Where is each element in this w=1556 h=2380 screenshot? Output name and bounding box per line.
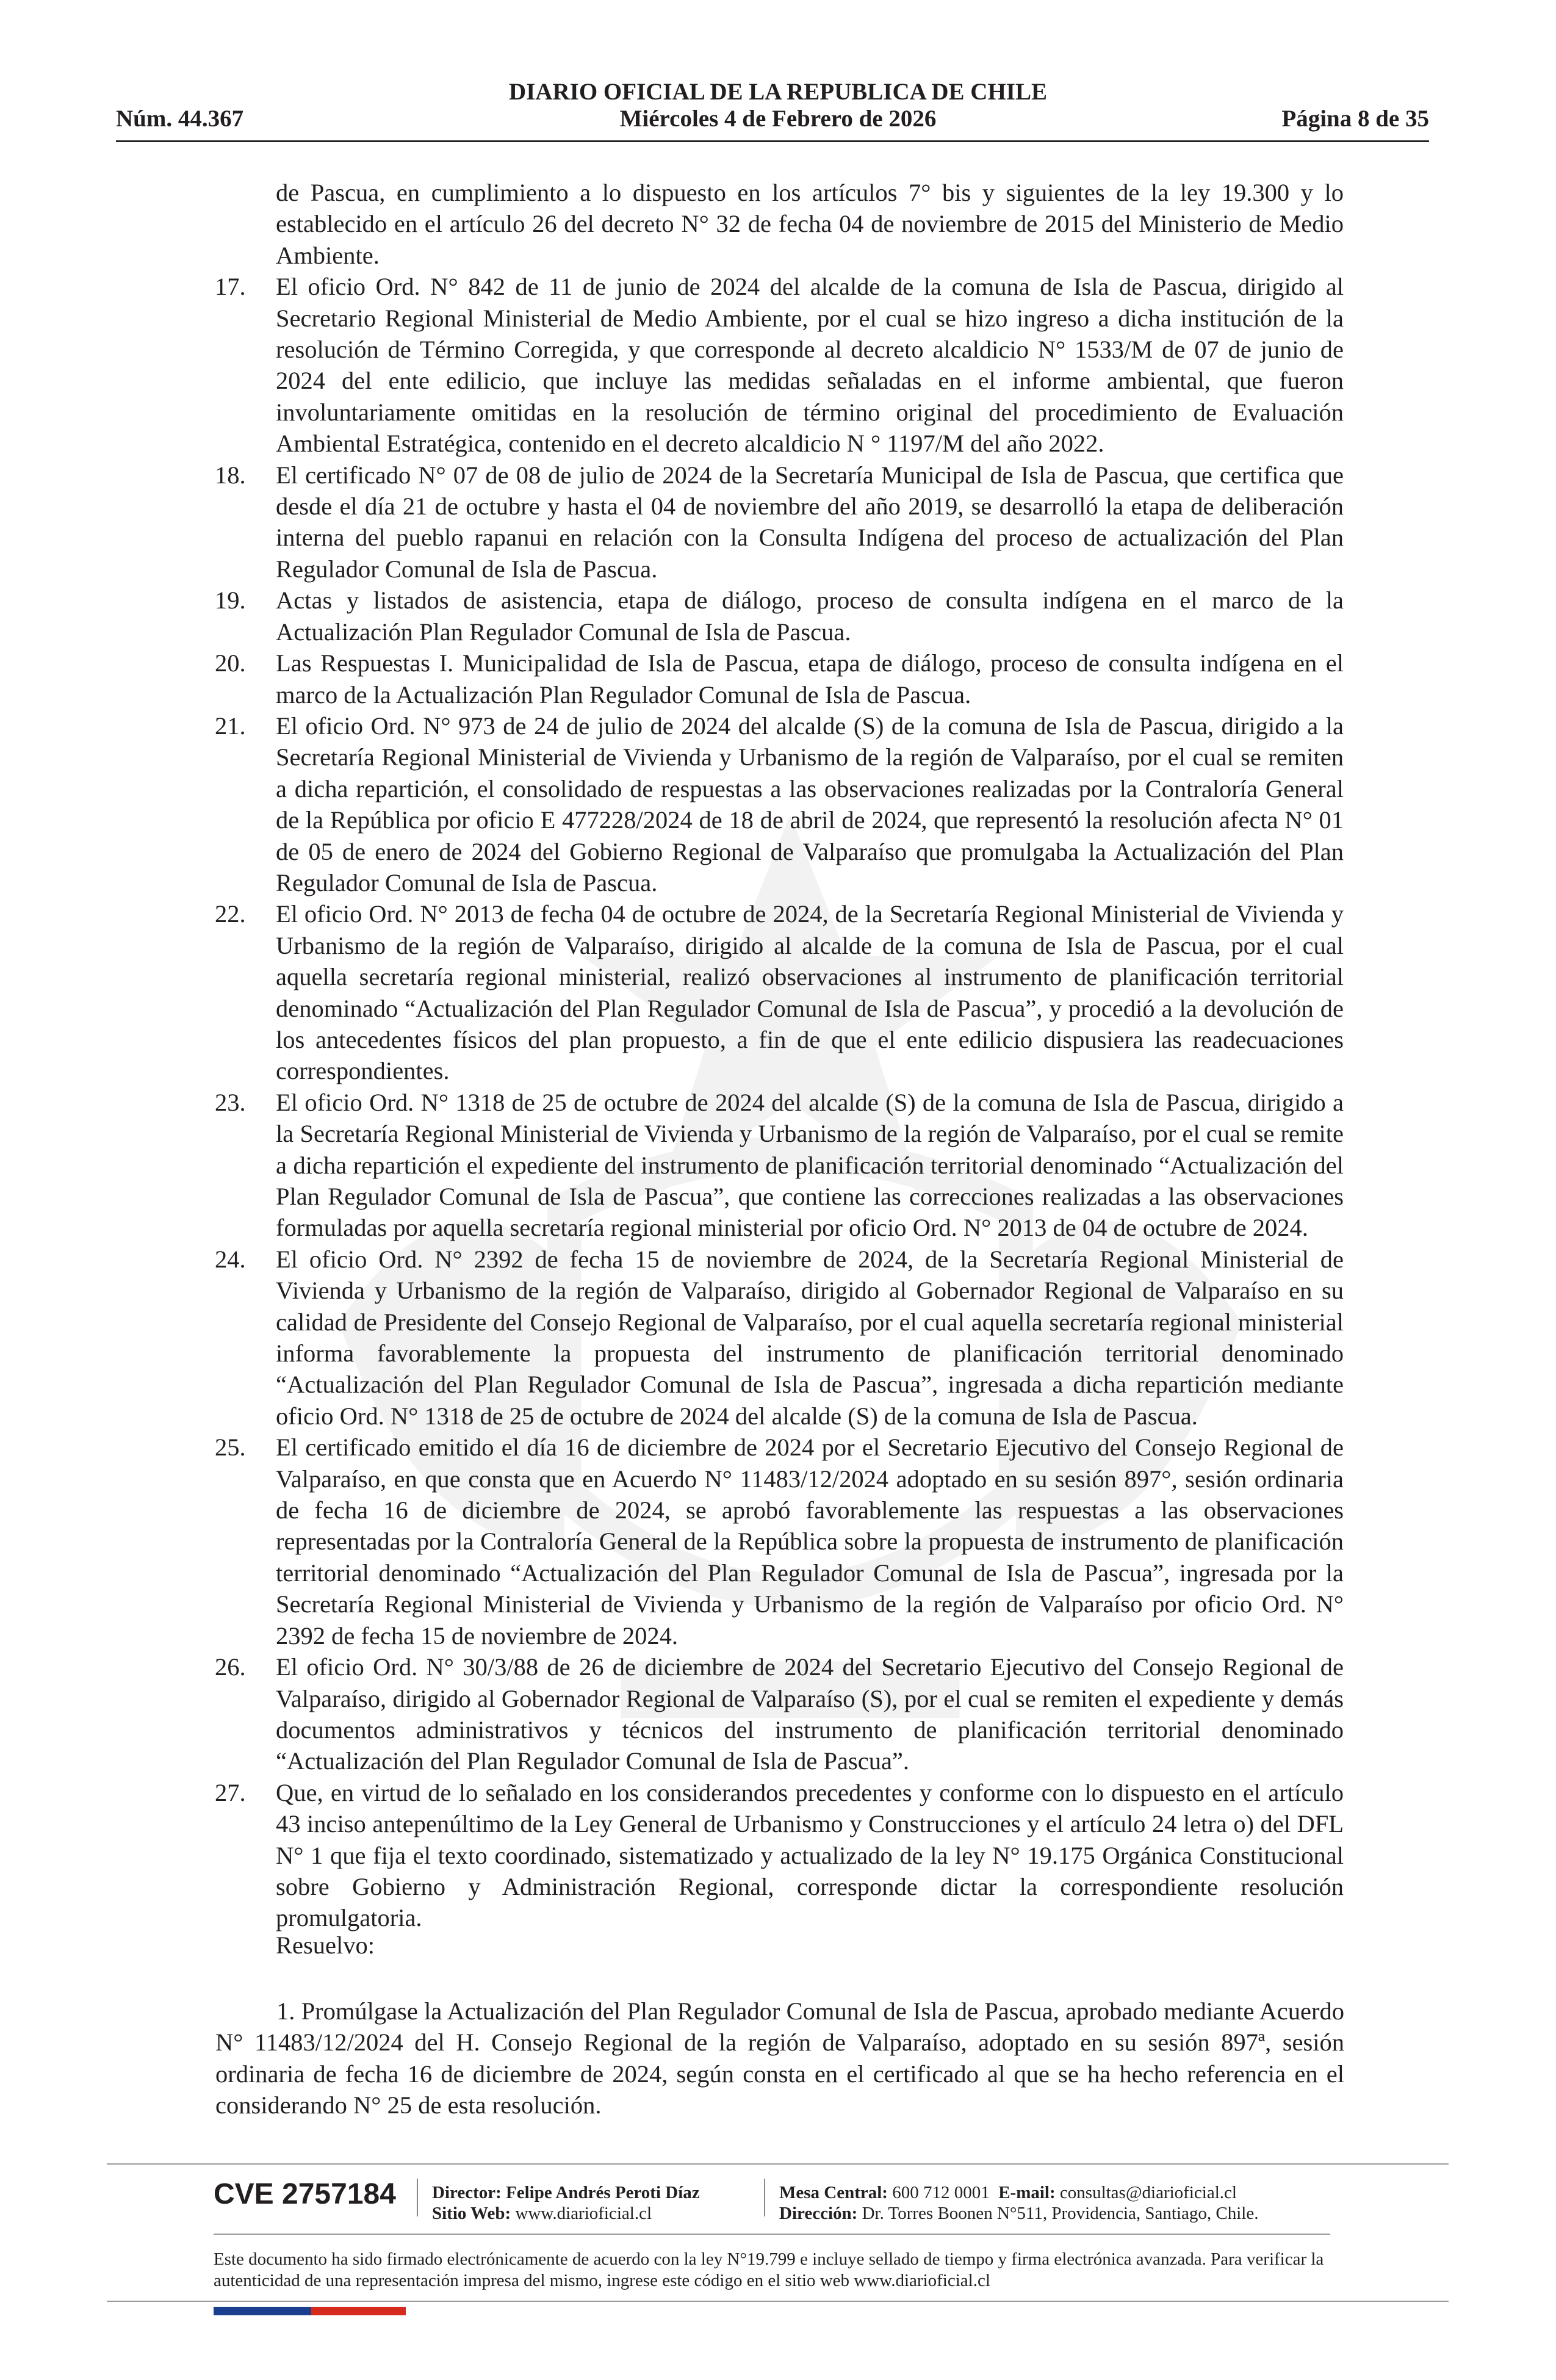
site-label: Sitio Web: xyxy=(432,2204,511,2223)
item-text: El oficio Ord. N° 30/3/88 de 26 de diciembre de 2024 del Secretario Ejecutivo del Consejo Regional de Valparaíso, dirigido al Gobernador Regional de Valparaíso (S), por el cual se remiten el expediente y demás documentos administrativos y técnicos del instrumento de planificación territorial denominado “Actualización del Plan Regulador Comunal de Isla de Pascua”. xyxy=(276,1653,1344,1775)
considerando-item xyxy=(207,271,1344,459)
phone-label: Mesa Central: xyxy=(779,2183,888,2202)
item-text: El oficio Ord. N° 2013 de fecha 04 de octubre de 2024, de la Secretaría Regional Ministerial de Vivienda y Urbanismo de la región de Valparaíso, dirigido al alcalde de la comuna de Isla de Pascua, por el cual aquella secretaría regional ministerial, realizó observaciones al instrumento de planificación territorial denominado “Actualización del Plan Regulador Comunal de Isla de Pascua”, y procedió a la devolución de los antecedentes físicos del plan propuesto, a fin de que el ente edilicio dispusiera las readecuaciones correspondientes. xyxy=(276,900,1344,1085)
email-label: E-mail: xyxy=(998,2183,1056,2202)
gazette-title: DIARIO OFICIAL DE LA REPUBLICA DE CHILE xyxy=(508,79,1047,105)
item-number: 20. xyxy=(215,649,246,677)
item-number: 17. xyxy=(215,273,246,301)
footer-divider-top xyxy=(107,2163,1449,2165)
considerando-item xyxy=(207,647,1344,710)
item-text: El oficio Ord. N° 2392 de fecha 15 de noviembre de 2024, de la Secretaría Regional Ministerial de Vivienda y Urbanismo de la región de Valparaíso, dirigido al Gobernador Regional de Valparaíso en su calidad de Presidente del Consejo Regional de Valparaíso, por el cual aquella secretaría regional ministerial informa favorablemente la propuesta del instrumento de planificación territorial denominado “Actualización del Plan Regulador Comunal de Isla de Pascua”, ingresada a dicha repartición mediante oficio Ord. N° 1318 de 25 de octubre de 2024 del alcalde (S) de la comuna de Isla de Pascua. xyxy=(276,1245,1344,1430)
footer-separator xyxy=(417,2179,418,2216)
item-text: Que, en virtud de lo señalado en los considerandos precedentes y conforme con lo dispuesto en el artículo 43 inciso antepenúltimo de la Ley General de Urbanismo y Construcciones y el artículo 24 letra o) del DFL N° 1 que fija el texto coordinado, sistematizado y actualizado de la ley N° 19.175 Orgánica Constitucional sobre Gobierno y Administración Regional, corresponde dictar la correspondiente resolución promulgatoria. xyxy=(276,1778,1344,1932)
item-number: 23. xyxy=(215,1088,246,1116)
email-link[interactable]: consultas@diarioficial.cl xyxy=(1059,2183,1237,2202)
flag-bar-red xyxy=(311,2307,406,2315)
header-divider xyxy=(116,140,1429,142)
item-number: 26. xyxy=(215,1653,246,1681)
item-number: 25. xyxy=(215,1433,246,1462)
signature-note: Este documento ha sido firmado electrónicamente de acuerdo con la ley N°19.799 e incluye sellado de tiempo y firma electrónica avanzada. Para verificar la autenticidad de una representación impresa del mismo, ingrese este código en el sitio web www.diarioficial.cl xyxy=(214,2249,1324,2290)
footer-divider-mid xyxy=(214,2234,1330,2235)
item-text: Actas y listados de asistencia, etapa de diálogo, proceso de consulta indígena en el marco de la Actualización Plan Regulador Comunal de Isla de Pascua. xyxy=(276,586,1344,646)
lead-paragraph: de Pascua, en cumplimiento a lo dispuesto en los artículos 7° bis y siguientes de la ley 19.300 y lo establecido en el artículo 26 del decreto N° 32 de fecha 04 de noviembre de 2015 del Ministerio de Medio Ambiente. xyxy=(276,179,1344,269)
contact-block xyxy=(779,2182,1258,2224)
footer-separator xyxy=(764,2179,765,2216)
considerando-item xyxy=(207,1087,1344,1244)
address-label: Dirección: xyxy=(779,2204,858,2223)
considerandos xyxy=(207,177,1344,1934)
flag-bar-blue xyxy=(214,2307,311,2315)
considerando-item xyxy=(207,710,1344,898)
considerando-item xyxy=(207,1432,1344,1651)
item-text: El certificado emitido el día 16 de diciembre de 2024 por el Secretario Ejecutivo del Consejo Regional de Valparaíso, en que consta que en Acuerdo N° 11483/12/2024 adoptado en su sesión 897°, sesión ordinaria de fecha 16 de diciembre de 2024, se aprobó favorablemente las respuestas a las observaciones representadas por la Contraloría General de la República sobre la propuesta de instrumento de planificación territorial denominado “Actualización del Plan Regulador Comunal de Isla de Pascua”, ingresada por la Secretaría Regional Ministerial de Vivienda y Urbanismo de la región de Valparaíso por oficio Ord. N° 2392 de fecha 15 de noviembre de 2024. xyxy=(276,1433,1344,1650)
considerando-item xyxy=(207,898,1344,1086)
item-text: Las Respuestas I. Municipalidad de Isla de Pascua, etapa de diálogo, proceso de consulta indígena en el marco de la Actualización Plan Regulador Comunal de Isla de Pascua. xyxy=(276,649,1344,709)
director-label: Director: xyxy=(432,2183,502,2202)
item-number: 19. xyxy=(215,586,246,615)
item-number: 24. xyxy=(215,1245,246,1273)
considerando-item xyxy=(207,1244,1344,1432)
item-number: 18. xyxy=(215,461,246,489)
item-text: El oficio Ord. N° 973 de 24 de julio de 2024 del alcalde (S) de la comuna de Isla de Pascua, dirigido a la Secretaría Regional Ministerial de Vivienda y Urbanismo de la región de Valparaíso, por el cual se remiten a dicha repartición, el consolidado de respuestas a las observaciones realizadas por la Contraloría General de la República por oficio E 477228/2024 de 18 de abril de 2024, que representó la resolución afecta N° 01 de 05 de enero de 2024 del Gobierno Regional de Valparaíso que promulgaba la Actualización del Plan Regulador Comunal de Isla de Pascua. xyxy=(276,712,1344,896)
item-text: El oficio Ord. N° 1318 de 25 de octubre de 2024 del alcalde (S) de la comuna de Isla de Pascua, dirigido a la Secretaría Regional Ministerial de Vivienda y Urbanismo de la región de Valparaíso, por el cual se remite a dicha repartición el expediente del instrumento de planificación territorial denominado “Actualización del Plan Regulador Comunal de Isla de Pascua”, que contiene las correcciones realizadas a las observaciones formuladas por aquella secretaría regional ministerial por oficio Ord. N° 2013 de 04 de octubre de 2024. xyxy=(276,1088,1344,1242)
issue-date: Miércoles 4 de Febrero de 2026 xyxy=(619,106,937,132)
site-link[interactable]: www.diarioficial.cl xyxy=(515,2204,652,2223)
considerando-item xyxy=(207,1651,1344,1777)
director-name: Felipe Andrés Peroti Díaz xyxy=(506,2183,700,2202)
item-text: El certificado N° 07 de 08 de julio de 2024 de la Secretaría Municipal de Isla de Pascua, que certifica que desde el día 21 de octubre y hasta el 04 de noviembre del año 2019, se desarrolló la etapa de deliberación interna del pueblo rapanui en relación con la Consulta Indígena del proceso de actualización del Plan Regulador Comunal de Isla de Pascua. xyxy=(276,461,1344,583)
phone-value: 600 712 0001 xyxy=(892,2183,990,2202)
resuelvo-heading: Resuelvo: xyxy=(276,1931,375,1959)
footer-divider-bottom xyxy=(107,2301,1449,2302)
considerando-item xyxy=(207,1777,1344,1934)
item-number: 22. xyxy=(215,900,246,928)
address-value: Dr. Torres Boonen N°511, Providencia, Santiago, Chile. xyxy=(862,2204,1259,2223)
item-text: El oficio Ord. N° 842 de 11 de junio de 2024 del alcalde de la comuna de Isla de Pascua, dirigido al Secretario Regional Ministerial de Medio Ambiente, por el cual se hizo ingreso a dicha institución de la resolución de Término Corregida, y que corresponde al decreto alcaldicio N° 1533/M de 07 de junio de 2024 del ente edilicio, que incluye las medidas señaladas en el informe ambiental, que fueron involuntariamente omitidas en la resolución de término original del procedimiento de Evaluación Ambiental Estratégica, contenido en el decreto alcaldicio N ° 1197/M del año 2022. xyxy=(276,273,1344,458)
items-list xyxy=(207,271,1344,1934)
considerando-item xyxy=(207,460,1344,585)
cve-code: CVE 2757184 xyxy=(214,2178,396,2210)
page-number: Página 8 de 35 xyxy=(1281,106,1429,132)
item-number: 27. xyxy=(215,1778,246,1806)
resolution-paragraph: 1. Promúlgase la Actualización del Plan Regulador Comunal de Isla de Pascua, aprobado mediante Acuerdo N° 11483/12/2024 del H. Consejo Regional de la región de Valparaíso, adoptado en su sesión 897ª, sesión ordinaria de fecha 16 de diciembre de 2024, según consta en el certificado al que se ha hecho referencia en el considerando N° 25 de esta resolución. xyxy=(215,1997,1344,2119)
item-number: 21. xyxy=(215,712,246,740)
considerando-item xyxy=(207,585,1344,647)
issue-number: Núm. 44.367 xyxy=(116,106,244,132)
director-block xyxy=(432,2182,700,2224)
